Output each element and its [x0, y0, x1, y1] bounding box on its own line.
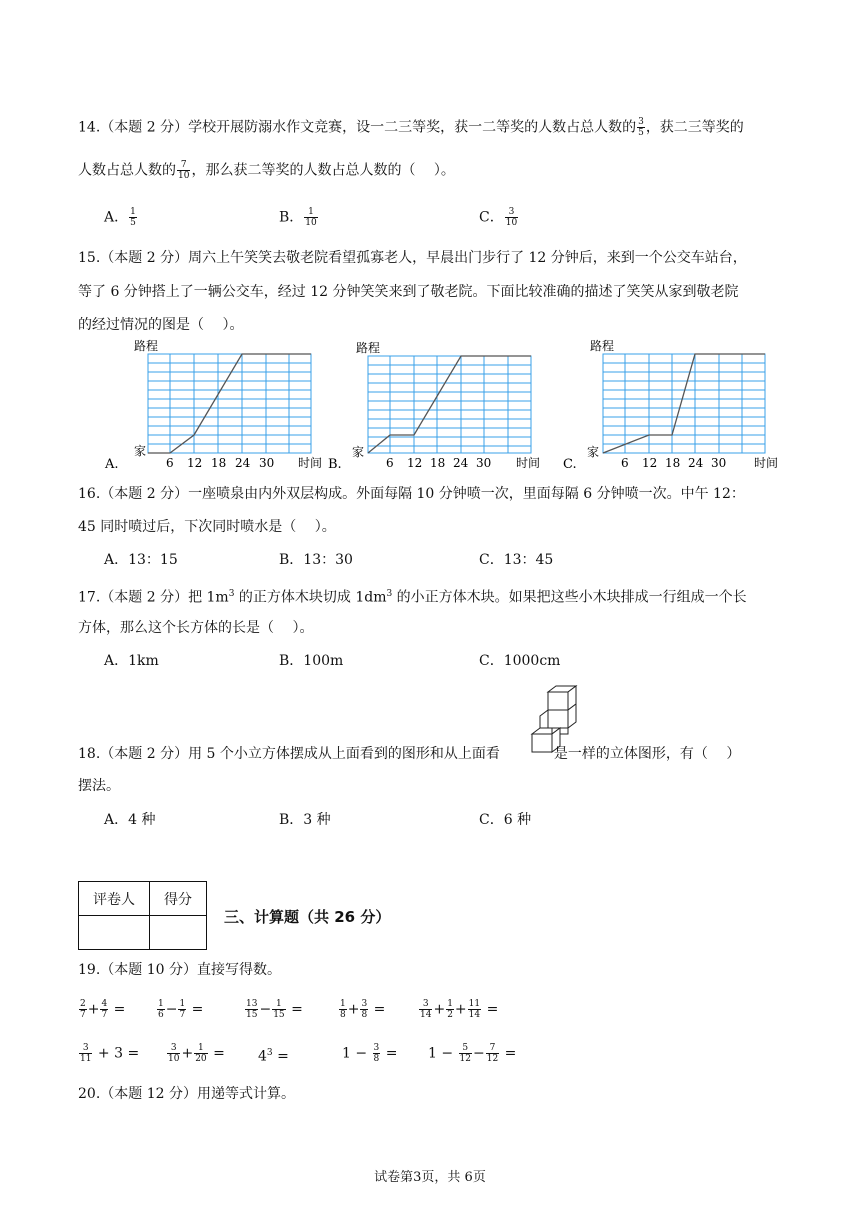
- q15-line2: 等了 6 分钟搭上了一辆公交车，经过 12 分钟笑笑来到了敬老院。下面比较准确的描述了笑笑从家到敬老院: [78, 284, 739, 300]
- expr-4: $\frac{1}{8}$ + $\frac{3}{8}$ =: [340, 999, 386, 1020]
- score-table: [78, 881, 207, 950]
- graph-grid: [368, 356, 531, 453]
- grader-cell[interactable]: [79, 916, 150, 950]
- q17-option-a[interactable]: A．1km: [104, 653, 159, 669]
- q18-line1: 18.（本题 2 分）用 5 个小立方体摆成从上面看到的图形和从上面看 是一样的立体图形，有（ ）: [78, 746, 741, 762]
- grader-header: 评卷人: [79, 882, 150, 916]
- option-c-label: C.: [563, 457, 577, 472]
- svg-text:12: 12: [407, 456, 423, 470]
- origin-label: 家: [587, 445, 600, 459]
- graph-line: [368, 356, 531, 453]
- svg-text:30: 30: [259, 456, 275, 470]
- expr-5: $\frac{3}{14}$ + $\frac{1}{2}$ + $\frac{11}{14}$ =: [420, 999, 499, 1020]
- q17-option-c[interactable]: C．1000cm: [479, 653, 561, 669]
- expr-9: 1 − $\frac{3}{8}$ =: [342, 1043, 398, 1064]
- score-cell[interactable]: [150, 916, 207, 950]
- svg-text:24: 24: [688, 456, 704, 470]
- expr-10: 1 − $\frac{5}{12}$ − $\frac{7}{12}$ =: [428, 1043, 517, 1064]
- svg-text:24: 24: [235, 456, 251, 470]
- x-axis-label: 时间: [516, 456, 541, 470]
- graph-line: [148, 354, 311, 453]
- y-axis-label: 路程: [356, 341, 381, 355]
- svg-text:30: 30: [476, 456, 492, 470]
- fraction: $\frac{7}{10}$: [178, 160, 190, 181]
- q19-title: 19.（本题 10 分）直接写得数。: [78, 962, 281, 978]
- svg-text:6: 6: [621, 456, 629, 470]
- expr-3: $\frac{13}{15}$ − $\frac{1}{15}$ =: [246, 999, 303, 1020]
- svg-text:6: 6: [166, 456, 174, 470]
- q15-line3: 的经过情况的图是（ ）。: [78, 317, 244, 333]
- q17-line2: 方体，那么这个长方体的长是（ ）。: [78, 620, 314, 636]
- expr-1: $\frac{2}{7}$ + $\frac{4}{7}$ =: [80, 999, 126, 1020]
- q16-option-b[interactable]: B．13：30: [279, 552, 353, 568]
- svg-text:18: 18: [430, 456, 446, 470]
- graph-line: [603, 354, 765, 453]
- page-footer: 试卷第3页，共 6页: [374, 1170, 486, 1185]
- q18-line2: 摆法。: [78, 778, 120, 794]
- q15-line1: 15.（本题 2 分）周六上午笑笑去敬老院看望孤寡老人，早晨出门步行了 12 分钟后，来到一个公交车站台，: [78, 250, 747, 266]
- q16-option-c[interactable]: C．13：45: [479, 552, 554, 568]
- section-title: 三、计算题（共 26 分）: [224, 908, 391, 926]
- expr-7: $\frac{3}{10}$ + $\frac{1}{20}$ =: [168, 1043, 225, 1064]
- graph-c[interactable]: [560, 338, 800, 473]
- q17-line1: 17.（本题 2 分）把 $1m^3$ 的正方体木块切成 $1dm^3$ 的小正方体木块。如果把这些小木块排成一行组成一个长: [78, 589, 747, 606]
- expr-8: $4^3$ =: [258, 1048, 289, 1065]
- q17-option-b[interactable]: B．100m: [279, 653, 344, 669]
- x-axis-label: 时间: [754, 456, 779, 470]
- svg-text:12: 12: [642, 456, 658, 470]
- svg-text:6: 6: [386, 456, 394, 470]
- q14-option-c[interactable]: C． $\frac{3}{10}$: [479, 207, 518, 228]
- q18-option-c[interactable]: C．6 种: [479, 812, 532, 828]
- graph-grid: [603, 354, 765, 453]
- q14-line1: 14.（本题 2 分）学校开展防溺水作文竞赛，设一二三等奖，获一二等奖的人数占总人数的 $\frac{3}{5}$ ，获二三等奖的: [78, 117, 744, 138]
- svg-text:12: 12: [187, 456, 203, 470]
- origin-label: 家: [134, 444, 147, 458]
- q18-option-b[interactable]: B．3 种: [279, 812, 331, 828]
- expr-6: $\frac{3}{11}$ + 3 =: [80, 1043, 140, 1064]
- svg-text:18: 18: [665, 456, 681, 470]
- q14-option-a[interactable]: A． $\frac{1}{5}$: [104, 207, 136, 228]
- option-a-label: A.: [105, 457, 119, 472]
- origin-label: 家: [352, 445, 365, 459]
- option-b-label: B.: [328, 457, 342, 472]
- graph-a[interactable]: [100, 338, 340, 473]
- q16-option-a[interactable]: A．13：15: [104, 552, 178, 568]
- y-axis-label: 路程: [134, 339, 159, 353]
- x-axis-label: 时间: [298, 456, 323, 470]
- svg-text:24: 24: [453, 456, 469, 470]
- y-axis-label: 路程: [590, 339, 615, 353]
- svg-text:18: 18: [211, 456, 227, 470]
- q18-option-a[interactable]: A．4 种: [104, 812, 156, 828]
- fraction: $\frac{3}{5}$: [638, 117, 644, 138]
- q14-line2: 人数占总人数的 $\frac{7}{10}$ ，那么获二等奖的人数占总人数的（ ）。: [78, 160, 455, 181]
- score-header: 得分: [150, 882, 207, 916]
- graph-grid: [148, 354, 311, 453]
- q14-option-b[interactable]: B． $\frac{1}{10}$: [279, 207, 317, 228]
- q16-line1: 16.（本题 2 分）一座喷泉由内外双层构成。外面每隔 10 分钟喷一次，里面每隔 6 分钟喷一次。中午 12：: [78, 486, 745, 502]
- expr-2: $\frac{1}{6}$ − $\frac{1}{7}$ =: [158, 999, 204, 1020]
- q20-title: 20.（本题 12 分）用递等式计算。: [78, 1086, 295, 1102]
- graph-b[interactable]: [326, 338, 566, 473]
- svg-text:30: 30: [711, 456, 727, 470]
- q16-line2: 45 同时喷过后，下次同时喷水是（ ）。: [78, 519, 336, 535]
